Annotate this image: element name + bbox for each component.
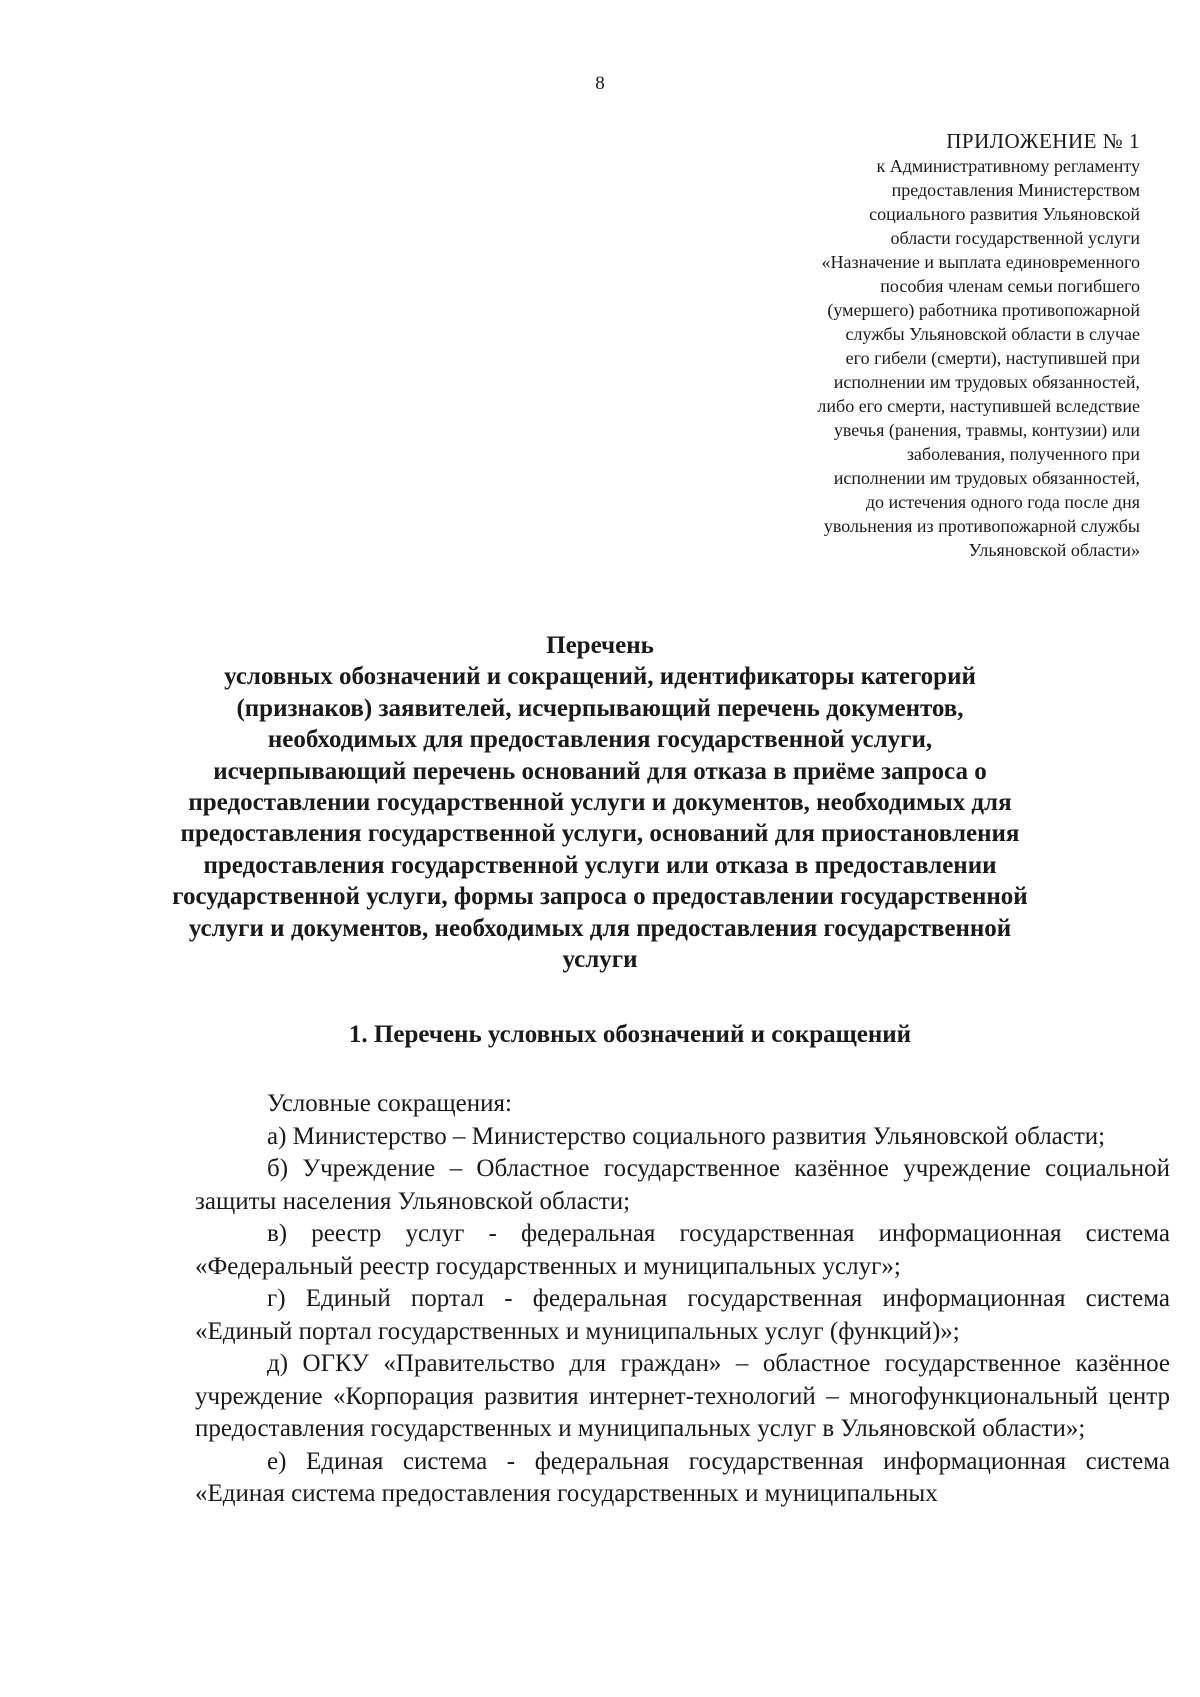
annex-line: (умершего) работника противопожарной (827, 300, 1140, 320)
heading-line: Перечень (546, 632, 654, 659)
annex-line: службы Ульяновской области в случае (845, 324, 1140, 344)
heading-line: услуги (562, 946, 638, 974)
annex-line: исполнении им трудовых обязанностей, (833, 372, 1140, 392)
annex-line: «Назначение и выплата единовременного (821, 252, 1140, 272)
annex-line: к Административному регламенту (876, 156, 1140, 176)
annex-line: увольнения из противопожарной службы (823, 516, 1140, 536)
annex-line: либо его смерти, наступившей вследствие (817, 396, 1140, 416)
heading-line: предоставления государственной услуги, оснований для приостановления (180, 820, 1020, 848)
annex-line: заболевания, полученного при (906, 444, 1140, 464)
abbreviation-item: д) ОГКУ «Правительство для граждан» – областное государственное казённое учреждение «Корпорация развития интернет-технологий – многофункциональный центр предоставления государственных и муниципальных услуг в Ульяновской области»; (195, 1350, 1170, 1442)
abbreviation-item: е) Единая система - федеральная государственная информационная система «Единая система предоставления государственных и муниципальных (195, 1447, 1170, 1507)
heading-line: условных обозначений и сокращений, идентификаторы категорий (224, 663, 976, 691)
heading-line: государственной услуги, формы запроса о предоставлении государственной (172, 883, 1028, 911)
annex-block (670, 128, 1140, 562)
annex-line: социального развития Ульяновской (869, 204, 1140, 224)
abbreviation-item: в) реестр услуг - федеральная государственная информационная система «Федеральный реестр государственных и муниципальных услуг»; (195, 1220, 1170, 1280)
heading-line: предоставления государственной услуги или отказа в предоставлении (203, 851, 997, 879)
annex-line: пособия членам семьи погибшего (880, 276, 1140, 296)
heading-line: исчерпывающий перечень оснований для отказа в приёме запроса о (213, 757, 987, 785)
heading-line: предоставлении государственной услуги и документов, необходимых для (188, 789, 1012, 817)
annex-line: его гибели (смерти), наступившей при (845, 348, 1140, 368)
document-heading (90, 630, 1110, 975)
annex-line: до истечения одного года после дня (865, 492, 1140, 512)
section-body (195, 1088, 1170, 1511)
annex-line: предоставления Министерством (891, 180, 1140, 200)
abbreviation-item: б) Учреждение – Областное государственное казённое учреждение социальной защиты населения Ульяновской области; (195, 1155, 1170, 1215)
abbreviations-intro: Условные сокращения: (267, 1090, 512, 1117)
annex-line: Ульяновской области» (968, 540, 1140, 560)
page-number: 8 (595, 73, 605, 94)
section-title: 1. Перечень условных обозначений и сокращений (348, 1021, 912, 1048)
abbreviation-item: г) Единый портал - федеральная государственная информационная система «Единый портал государственных и муниципальных услуг (функций)»; (195, 1285, 1170, 1345)
heading-line: необходимых для предоставления государственной услуги, (267, 726, 933, 754)
abbreviation-item: а) Министерство – Министерство социального развития Ульяновской области; (267, 1122, 1106, 1150)
annex-title: ПРИЛОЖЕНИЕ № 1 (946, 129, 1140, 153)
heading-line: услуги и документов, необходимых для предоставления государственной (188, 914, 1012, 942)
annex-line: исполнении им трудовых обязанностей, (833, 468, 1140, 488)
heading-line: (признаков) заявителей, исчерпывающий перечень документов, (236, 694, 964, 722)
annex-line: увечья (ранения, травмы, контузии) или (833, 420, 1140, 440)
annex-line: области государственной услуги (890, 228, 1140, 248)
